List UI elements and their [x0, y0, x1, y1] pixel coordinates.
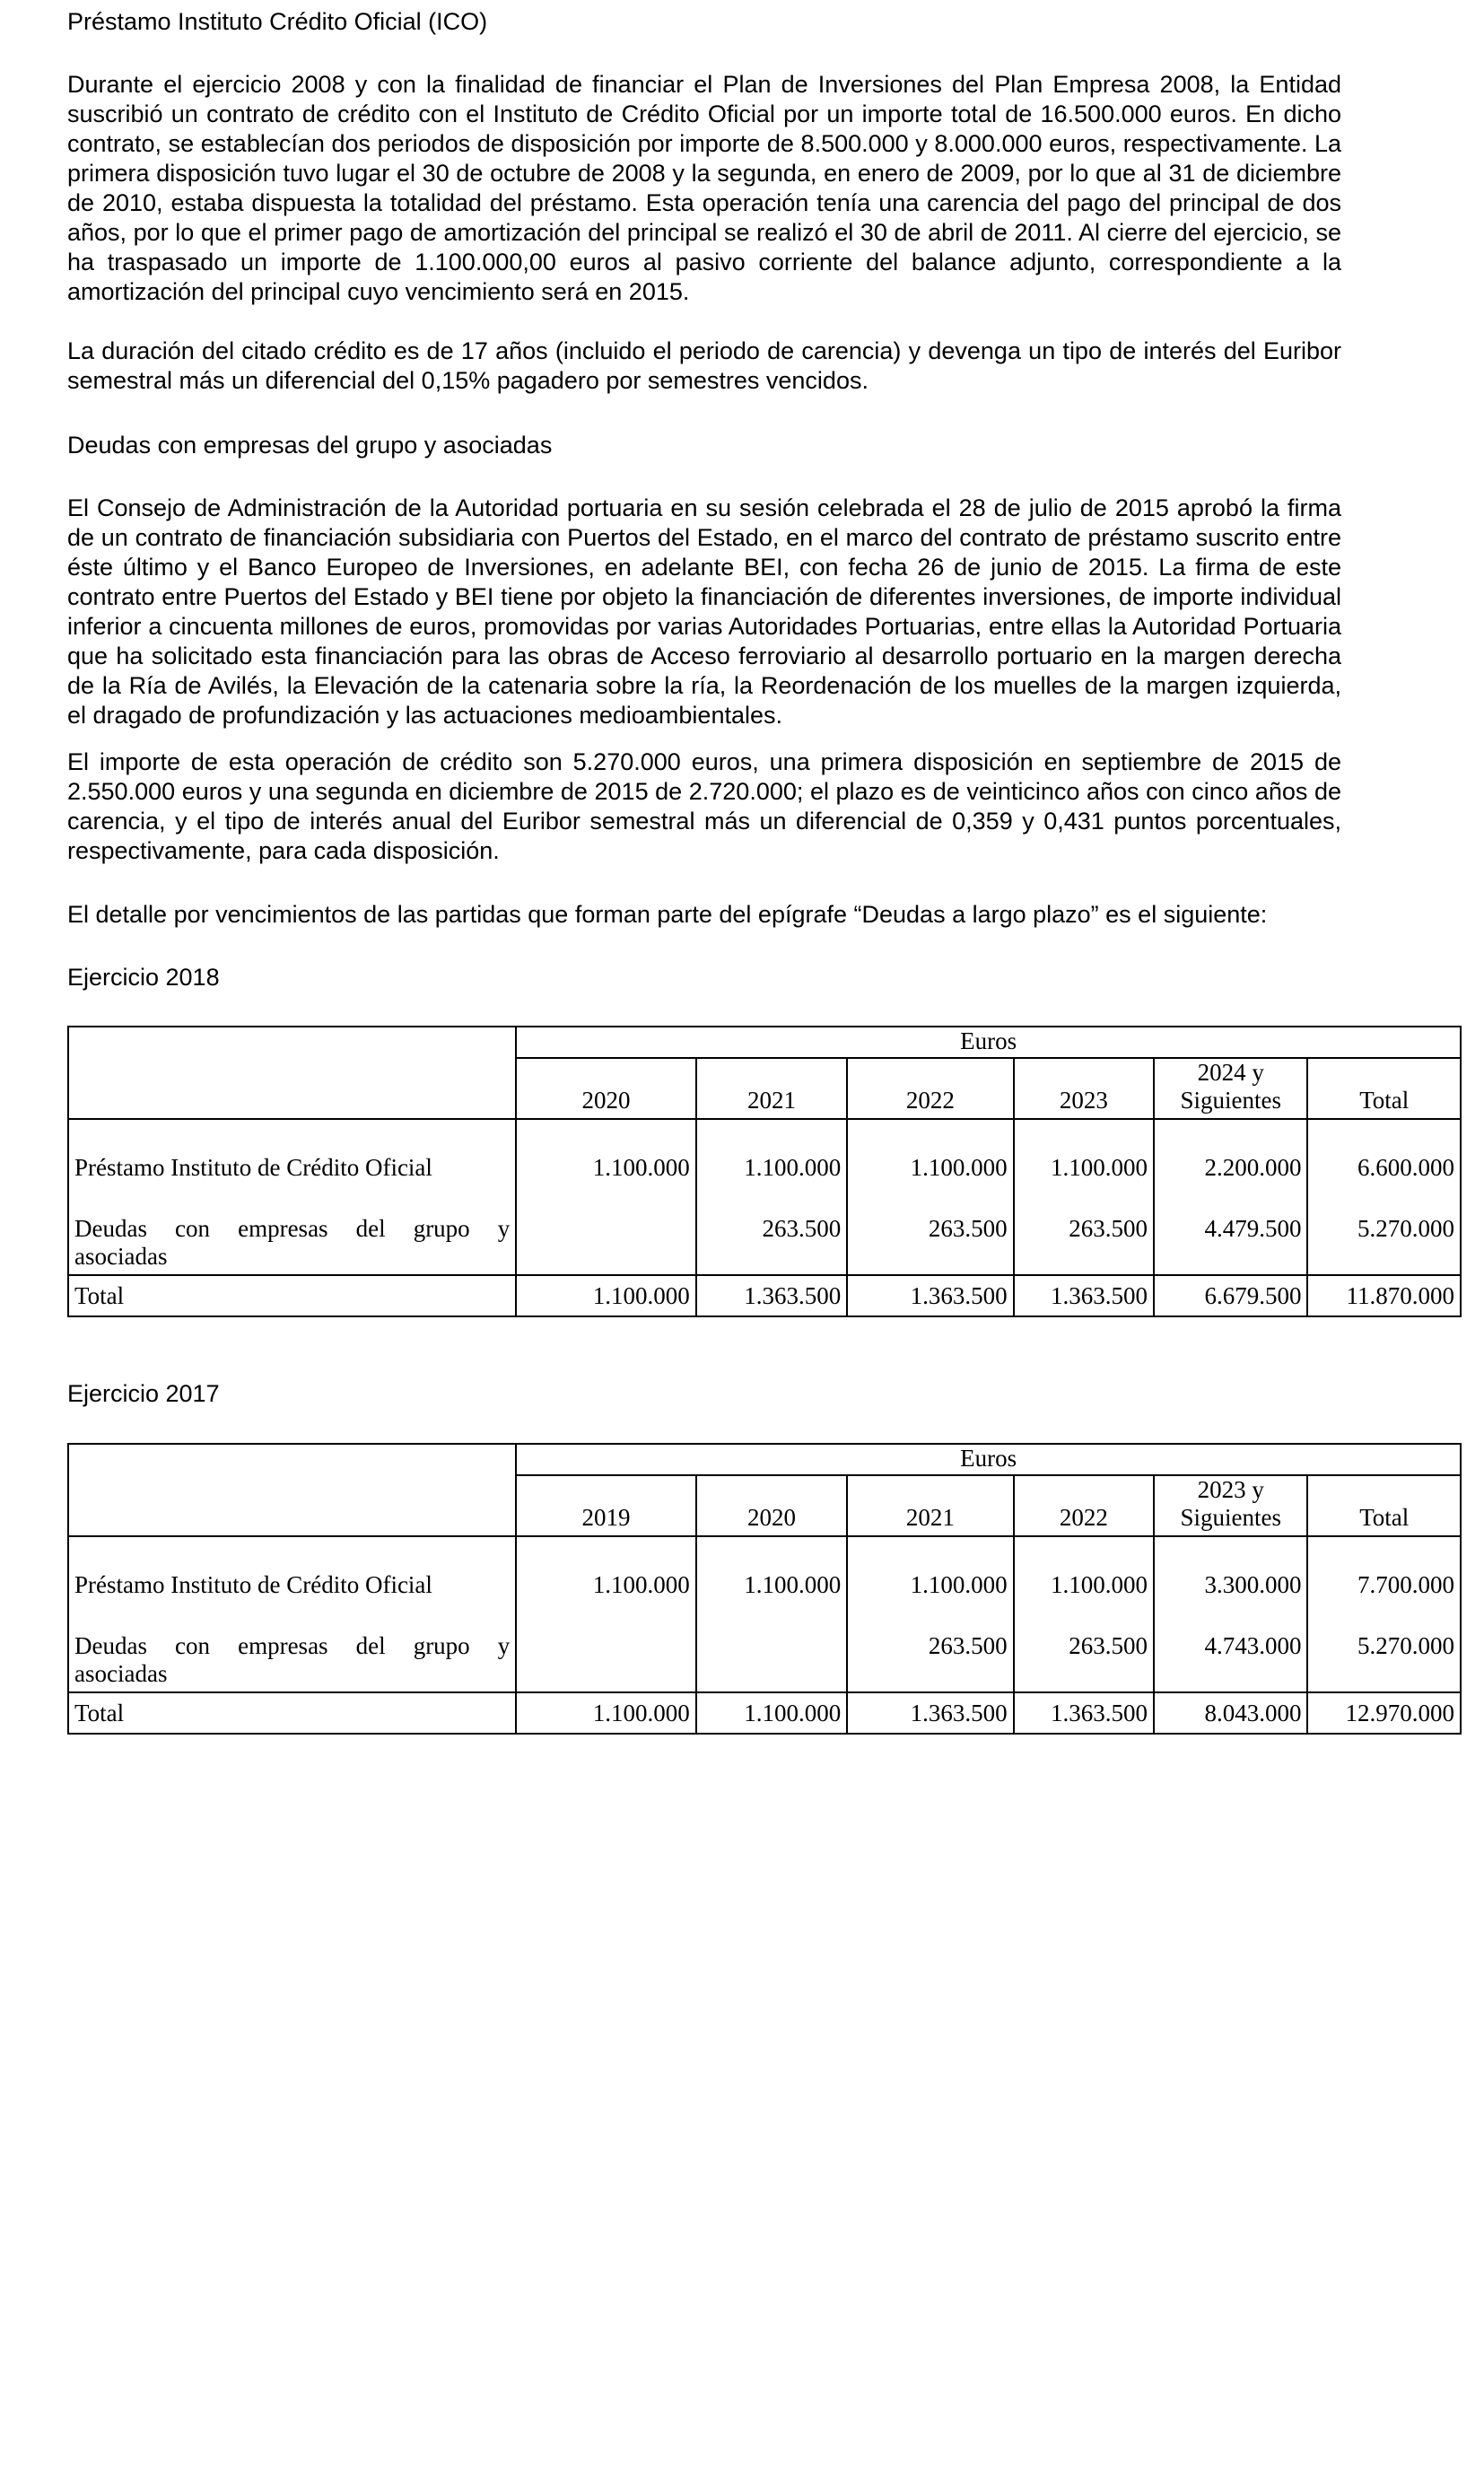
- cell-value: 263.500: [696, 1210, 847, 1275]
- cell-value: 1.100.000: [696, 1536, 847, 1627]
- cell-value: 1.363.500: [696, 1275, 847, 1316]
- cell-value: 263.500: [1014, 1627, 1154, 1692]
- cell-value: 1.363.500: [1014, 1692, 1154, 1734]
- cell-value: 1.100.000: [1014, 1536, 1154, 1627]
- row-label: Deudas con empresas del grupo y asociadas: [68, 1210, 516, 1275]
- cell-value: 6.679.500: [1154, 1275, 1307, 1316]
- cell-value: 1.100.000: [516, 1536, 696, 1627]
- cell-value: 1.100.000: [516, 1275, 696, 1316]
- table-caption-2018: Ejercicio 2018: [67, 964, 220, 991]
- currency-header: Euros: [516, 1027, 1461, 1058]
- row-label: Préstamo Instituto de Crédito Oficial: [68, 1536, 516, 1627]
- cell-value: 263.500: [847, 1210, 1013, 1275]
- table-row-total: [68, 1692, 1461, 1734]
- detalle-intro: El detalle por vencimientos de las partidas que forman parte del epígrafe “Deudas a largo plazo” es el siguiente:: [67, 901, 1268, 928]
- cell-value: [516, 1210, 696, 1275]
- cell-value: 1.100.000: [696, 1119, 847, 1210]
- cell-value: [516, 1627, 696, 1692]
- cell-value: 1.100.000: [1014, 1119, 1154, 1210]
- cell-value: 11.870.000: [1307, 1275, 1461, 1316]
- row-label: Préstamo Instituto de Crédito Oficial: [68, 1119, 516, 1210]
- column-header: 2021: [696, 1058, 847, 1119]
- cell-value: 1.100.000: [847, 1119, 1013, 1210]
- currency-header: Euros: [516, 1444, 1461, 1475]
- column-header: 2022: [1014, 1475, 1154, 1536]
- cell-value: 263.500: [847, 1627, 1013, 1692]
- ico-paragraph-2: La duración del citado crédito es de 17 años (incluido el periodo de carencia) y devenga un tipo de interés del Euribor semestral más un diferencial del 0,15% pagadero por semestres vencidos.: [67, 337, 1341, 394]
- cell-value: 7.700.000: [1307, 1536, 1461, 1627]
- cell-value: 5.270.000: [1307, 1210, 1461, 1275]
- cell-value: 2.200.000: [1154, 1119, 1307, 1210]
- table-row: [68, 1627, 1461, 1692]
- cell-value: 1.100.000: [516, 1119, 696, 1210]
- column-header-multi: 2024 y Siguientes: [1154, 1058, 1307, 1119]
- row-label: Total: [68, 1692, 516, 1734]
- cell-value: 4.743.000: [1154, 1627, 1307, 1692]
- cell-value: 5.270.000: [1307, 1627, 1461, 1692]
- column-header: 2020: [696, 1475, 847, 1536]
- table-row-total: [68, 1275, 1461, 1316]
- column-header: 2021: [847, 1475, 1013, 1536]
- table-row: [68, 1536, 1461, 1627]
- column-header: Total: [1307, 1475, 1461, 1536]
- maturity-table-2018: [67, 1026, 1462, 1317]
- column-header: 2019: [516, 1475, 696, 1536]
- table-row: [68, 1210, 1461, 1275]
- grupo-paragraph-1: El Consejo de Administración de la Autoridad portuaria en su sesión celebrada el 28 de julio de 2015 aprobó la firma de un contrato de financiación subsidiaria con Puertos del Estado, en el marco del contrato de préstamo suscrito entre éste último y el Banco Europeo de Inversiones, en adelante BEI, con fecha 26 de junio de 2015. La firma de este contrato entre Puertos del Estado y BEI tiene por objeto la financiación de diferentes inversiones, de importe individual inferior a cincuenta millones de euros, promovidas por varias Autoridades Portuarias, entre ellas la Autoridad Portuaria que ha solicitado esta financiación para las obras de Acceso ferroviario al desarrollo portuario en la margen derecha de la Ría de Avilés, la Elevación de la catenaria sobre la ría, la Reordenación de los muelles de la margen izquierda, el dragado de profundización y las actuaciones medioambientales.: [67, 494, 1341, 729]
- maturity-table-2017: [67, 1443, 1462, 1735]
- column-header: 2020: [516, 1058, 696, 1119]
- cell-value: 1.100.000: [847, 1536, 1013, 1627]
- table-caption-2017: Ejercicio 2017: [67, 1380, 220, 1407]
- cell-value: 1.363.500: [847, 1692, 1013, 1734]
- cell-value: 12.970.000: [1307, 1692, 1461, 1734]
- grupo-heading: Deudas con empresas del grupo y asociadas: [67, 432, 553, 459]
- column-header: Total: [1307, 1058, 1461, 1119]
- grupo-paragraph-2: El importe de esta operación de crédito son 5.270.000 euros, una primera disposición en septiembre de 2015 de 2.550.000 euros y una segunda en diciembre de 2015 de 2.720.000; el plazo es de veinticinco años con cinco años de carencia, y el tipo de interés anual del Euribor semestral más un diferencial de 0,359 y 0,431 puntos porcentuales, respectivamente, para cada disposición.: [67, 748, 1341, 864]
- cell-value: 3.300.000: [1154, 1536, 1307, 1627]
- header-blank-cell: [68, 1444, 516, 1536]
- cell-value: 1.100.000: [516, 1692, 696, 1734]
- ico-paragraph-1: Durante el ejercicio 2008 y con la finalidad de financiar el Plan de Inversiones del Plan Empresa 2008, la Entidad suscribió un contrato de crédito con el Instituto de Crédito Oficial por un importe total de 16.500.000 euros. En dicho contrato, se establecían dos periodos de disposición por importe de 8.500.000 y 8.000.000 euros, respectivamente. La primera disposición tuvo lugar el 30 de octubre de 2008 y la segunda, en enero de 2009, por lo que al 31 de diciembre de 2010, estaba dispuesta la totalidad del préstamo. Esta operación tenía una carencia del pago del principal de dos años, por lo que el primer pago de amortización del principal se realizó el 30 de abril de 2011. Al cierre del ejercicio, se ha traspasado un importe de 1.100.000,00 euros al pasivo corriente del balance adjunto, correspondiente a la amortización del principal cuyo vencimiento será en 2015.: [67, 71, 1341, 305]
- column-header: 2022: [847, 1058, 1013, 1119]
- column-header-multi: 2023 y Siguientes: [1154, 1475, 1307, 1536]
- cell-value: 6.600.000: [1307, 1119, 1461, 1210]
- cell-value: 8.043.000: [1154, 1692, 1307, 1734]
- cell-value: 1.363.500: [847, 1275, 1013, 1316]
- cell-value: 263.500: [1014, 1210, 1154, 1275]
- cell-value: 1.100.000: [696, 1692, 847, 1734]
- cell-value: [696, 1627, 847, 1692]
- row-label: Total: [68, 1275, 516, 1316]
- row-label: Deudas con empresas del grupo y asociadas: [68, 1627, 516, 1692]
- column-header: 2023: [1014, 1058, 1154, 1119]
- header-blank-cell: [68, 1027, 516, 1119]
- cell-value: 4.479.500: [1154, 1210, 1307, 1275]
- ico-heading: Préstamo Instituto Crédito Oficial (ICO): [67, 8, 488, 35]
- table-row: [68, 1119, 1461, 1210]
- cell-value: 1.363.500: [1014, 1275, 1154, 1316]
